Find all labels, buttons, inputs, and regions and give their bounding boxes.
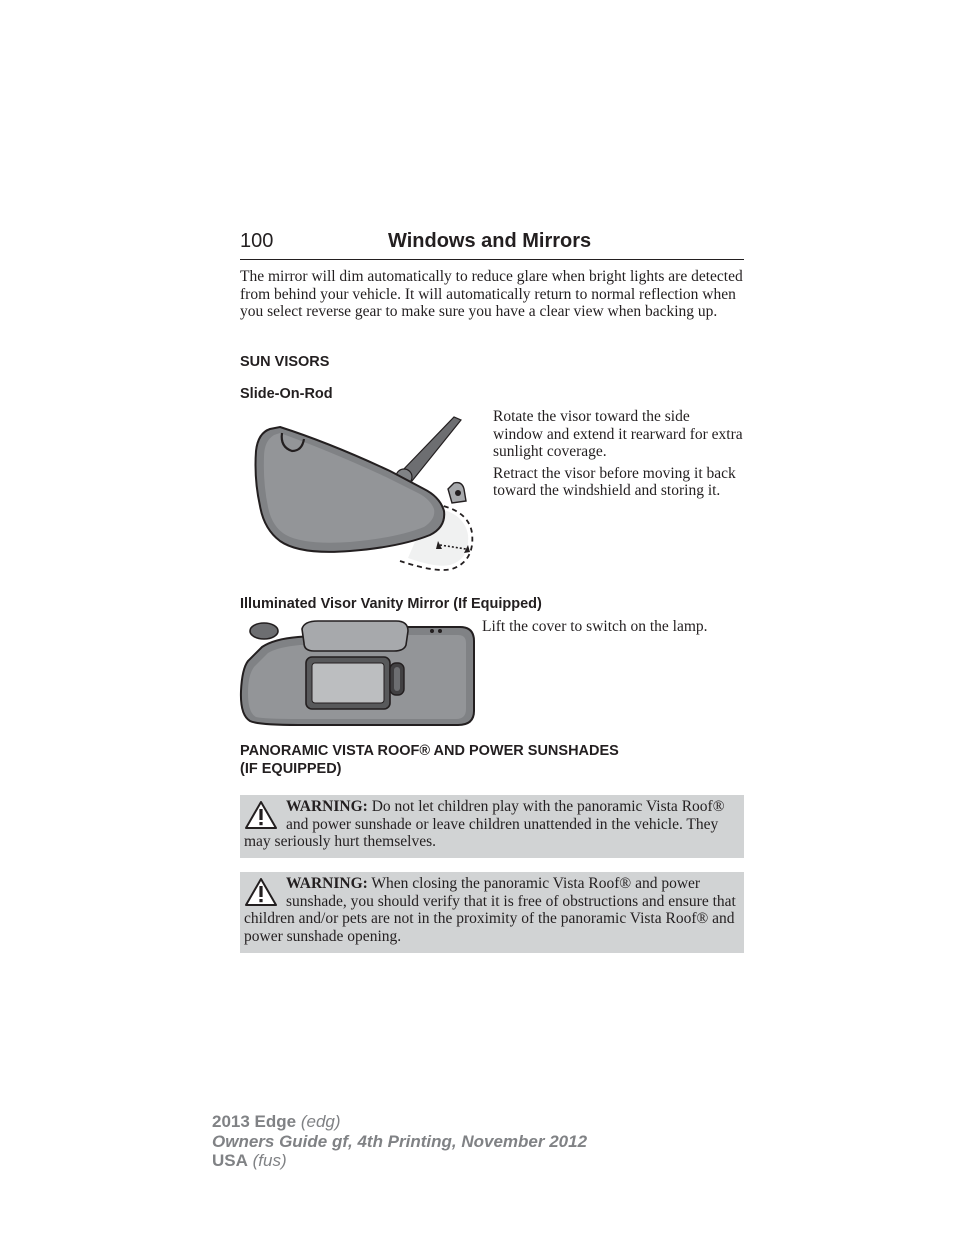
warning-text [244,874,738,945]
sun-visor-illustration [240,411,480,576]
footer-region: USA [212,1151,248,1170]
page-footer [212,1112,587,1171]
intro-paragraph: The mirror will dim automatically to reduce glare when bright lights are detected from behind your vehicle. It will automatically return to normal reflection when you select reverse gear to make sure you have a clear view when backing up. [240,268,743,321]
warning-body: Do not let children play with the panoramic Vista Roof® and power sunshade or leave children unattended in the vehicle. They may seriously hurt themselves. [244,798,725,851]
vanity-mirror-paragraph: Lift the cover to switch on the lamp. [482,618,708,635]
footer-region-code: (fus) [247,1151,287,1170]
footer-model: 2013 Edge [212,1112,297,1131]
sun-visors-heading: SUN VISORS [240,354,330,370]
slide-on-rod-paragraph-1: Rotate the visor toward the side window and extend it rearward for extra sunlight coverage. [493,408,743,461]
warning-box [240,795,744,858]
slide-on-rod-paragraph-2: Retract the visor before moving it back toward the windshield and storing it. [493,464,736,500]
warning-body: When closing the panoramic Vista Roof® and power sunshade, you should verify that it is free of obstructions and ensure that children and/or pets are not in the proximity of the panoramic Vista Roof® and power sunshade opening. [244,875,736,945]
warning-triangle-icon [244,800,278,830]
footer-region-line [212,1151,587,1171]
warning-label: WARNING: [286,798,368,815]
footer-model-line [212,1112,587,1132]
footer-guide: Owners Guide gf, 4th Printing, November 2012 [212,1131,588,1151]
warning-label: WARNING: [286,875,368,892]
vanity-mirror-illustration [238,617,478,729]
page-header [240,229,744,260]
vista-roof-heading [240,742,619,778]
slide-on-rod-heading: Slide-On-Rod [240,386,333,402]
warning-triangle-icon [244,877,278,907]
warning-box [240,872,744,953]
slide-on-rod-description [493,408,743,504]
warning-text [244,797,738,851]
vista-roof-heading-line-2: (IF EQUIPPED) [240,761,342,777]
footer-model-code: (edg) [296,1112,341,1131]
vanity-mirror-heading: Illuminated Visor Vanity Mirror (If Equipped) [240,596,542,612]
section-title: Windows and Mirrors [388,230,592,252]
vista-roof-heading-line-1: PANORAMIC VISTA ROOF® AND POWER SUNSHADES [240,743,619,759]
page-number: 100 [240,230,274,252]
